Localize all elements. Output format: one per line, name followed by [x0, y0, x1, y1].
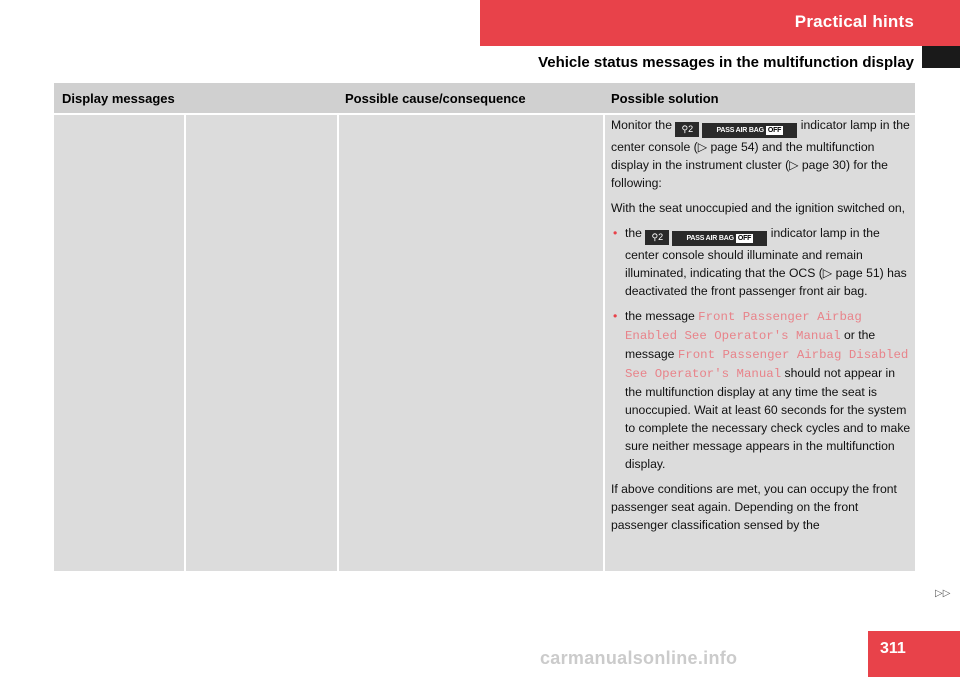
bullet-icon: •	[613, 226, 618, 240]
cell-cause	[339, 115, 603, 571]
cell-display-messages	[54, 115, 184, 571]
display-message-disabled: Front Passenger Airbag Disabled See Operator's Manual	[625, 348, 909, 381]
corner-block	[922, 46, 960, 68]
page-heading: Vehicle status messages in the multifunction display	[538, 54, 914, 71]
seat-occupancy-icon: ⚲2	[675, 122, 699, 137]
column-header-display-messages: Display messages	[62, 91, 175, 106]
column-header-cause: Possible cause/consequence	[345, 91, 526, 106]
table-header	[54, 83, 915, 113]
display-message-enabled: Front Passenger Airbag Enabled See Operator's Manual	[625, 310, 862, 343]
seat-occupancy-icon: ⚲2	[645, 230, 669, 245]
solution-paragraph-2: With the seat unoccupied and the ignition switched on,	[611, 201, 906, 215]
solution-paragraph-3: If above conditions are met, you can occupy the front passenger seat again. Depending on the front passenger classification sensed by the	[611, 482, 897, 532]
solution-paragraph-1: Monitor the ⚲2 PASS AIR BAG OFF indicator lamp in the center console (▷ page 54) and the multifunction display in the instrument cluster (▷ page 30) for the following:	[611, 118, 910, 190]
pass-airbag-off-indicator-icon: ⚲2 PASS AIR BAG OFF	[675, 119, 797, 138]
pass-airbag-off-indicator-icon: ⚲2 PASS AIR BAG OFF	[645, 227, 767, 246]
cell-display-messages-sub	[186, 115, 337, 571]
watermark: carmanualsonline.info	[540, 648, 738, 668]
solution-text	[611, 116, 911, 541]
column-header-solution: Possible solution	[611, 91, 719, 106]
section-title: Practical hints	[794, 12, 914, 31]
page-number: 311	[880, 640, 906, 657]
solution-bullet-2: • the message Front Passenger Airbag Enabled See Operator's Manual or the message Front Passenger Airbag Disabled See Operator's Manual should not appear in the multifunction display at any time the seat is unoccupied. Wait at least 60 seconds for the system to complete the necessary check cycles and to make sure neither message appears in the multifunction display.	[613, 309, 911, 471]
bullet-icon: •	[613, 309, 618, 323]
continue-arrow-icon: ▷▷	[935, 588, 951, 599]
solution-bullet-1: • the ⚲2 PASS AIR BAG OFF indicator lamp in the center console should illuminate and remain illuminated, indicating that the OCS (▷ page 51) has deactivated the front passenger front air bag.	[613, 226, 907, 298]
